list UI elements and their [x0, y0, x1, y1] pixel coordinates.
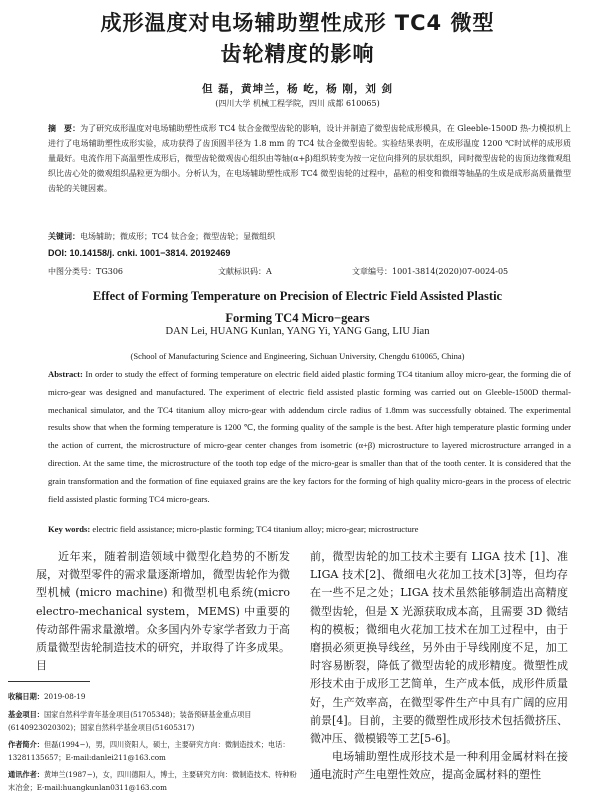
document-code: 文献标识码：A	[218, 267, 272, 276]
doi: DOI: 10.14158/j. cnki. 1001−3814. 20192469	[48, 248, 231, 258]
body-left-column	[36, 548, 290, 675]
article-number: 文章编号：1001-3814(2020)07-0024-05	[352, 267, 509, 276]
clc-number: 中图分类号：TG306	[48, 267, 123, 276]
chinese-title	[0, 8, 595, 70]
english-affiliation: (School of Manufacturing Science and Engineering, Sichuan University, Chengdu 610065, China)	[130, 351, 465, 361]
english-abstract-text: In order to study the effect of forming temperature on electric field aided plastic forming TC4 titanium alloy micro-gear, the forming die of micro-gear was designed and manufactured. The experiment of electric field assisted plastic forming was carried out on Gleeble-1500D thermal-mechanical simulator, and the TC4 titanium alloy micro-gear with addendum circle radius of 1.8mm was successfully obtained. The experimental results show that when the forming temperature is 1200 ℃, the forming quality of the sample is the best. After high temperature plastic forming under the action of current, the microstructure of micro-gear center changes from isometric (α+β) microstructure to layered microstructure arranged in a direction. At the same time, the microstructure of the tooth top edge of the micro-gear is smaller than that of the tooth center. It is considered that the grain transformation and the formation of fine equiaxed grains are the key factors for the forming of high quality micro-gears in the process of electric field assisted plastic forming TC4 micro-gears.	[48, 369, 571, 504]
footnote-corresponding	[8, 768, 298, 794]
fund-label: 基金项目：	[8, 710, 44, 719]
author-bio-text: 但磊(1994−)，男，四川资阳人，硕士，主要研究方向：微制造技术；电话：13281135657；E-mail:danlei211@163.com	[8, 740, 290, 762]
fund-text: 国家自然科学青年基金项目(51705348)；装备预研基金重点项目(6140923020302)；国家自然科学基金项目(51605317)	[8, 710, 252, 732]
chinese-abstract	[48, 121, 571, 196]
english-title	[0, 285, 595, 329]
chinese-affiliation: (四川大学 机械工程学院，四川 成都 610065)	[215, 99, 380, 108]
chinese-keywords-label: 关键词：	[48, 232, 80, 241]
chinese-title-line1: 成形温度对电场辅助塑性成形 TC4 微型	[100, 11, 495, 35]
footnote-received	[8, 690, 298, 703]
english-keywords	[48, 522, 571, 537]
english-title-line1: Effect of Forming Temperature on Precision of Electric Field Assisted Plastic	[92, 289, 503, 303]
chinese-keywords-text: 电场辅助；微成形；TC4 钛合金；微型齿轮；显微组织	[80, 232, 276, 241]
author-bio-label: 作者简介：	[8, 740, 44, 749]
chinese-title-line2: 齿轮精度的影响	[220, 42, 375, 66]
chinese-authors: 但 磊，黄坤兰，杨 屹，杨 刚，刘 剑	[201, 83, 394, 95]
body-right-column	[310, 548, 568, 785]
chinese-abstract-text: 为了研究成形温度对电场辅助塑性成形 TC4 钛合金微型齿轮的影响，设计并制造了微型齿轮成形模具，在 Gleeble-1500D 热-力模拟机上进行了电场辅助塑性成形实验，成功获得了齿顶圆半径为 1.8 mm 的 TC4 钛合金微型齿轮。实验结果表明，在成形温度 1200 ℃时试样的成形质量最好。电流作用下高温塑性成形后，微型齿轮微观齿心组织由等轴(α+β)组织转变为按一定位向排列的层状组织，同时微型齿轮的齿顶边缘微观组织比齿心处的微观组织晶粒更为细小。分析认为，在电场辅助塑性成形 TC4 微型齿轮的过程中，晶粒的相变和微细等轴晶的生成是成形高质量微型齿轮的关键因素。	[48, 124, 571, 193]
chinese-keywords	[48, 229, 571, 244]
body-paragraph: 前，微型齿轮的加工技术主要有 LIGA 技术 [1]、准 LIGA 技术[2]、微细电火花加工技术[3]等，但均存在一些不足之处；LIGA 技术虽然能够制造出高精度微型齿轮，但是 X 光源获取成本高，且需要 3D 微结构的模板；微细电火花加工技术在加工过程中，由于磨损必须更换导线丝，另外由于导线刚度不足，加工时容易断裂，降低了微型齿轮的成形精度。微塑性成形技术由于成形工艺简单，生产成本低，成形件质量好，生产效率高，在微型零件生产中具有广阔的应用前景[4]。目前，主要的微塑性成形技术包括微挤压、微冲压、微模锻等工艺[5-6]。	[310, 550, 568, 746]
body-paragraph: 近年来，随着制造领域中微型化趋势的不断发展，对微型零件的需求量逐渐增加，微型齿轮作为微型机械 (micro machine) 和微型机电系统(micro electro-mechanical system，MEMS) 中重要的传动部件需求量激增。众多国内外专家学者致力于高质量微型齿轮制造技术的研究，并取得了许多成果。目	[36, 550, 290, 673]
footnote-fund	[8, 708, 298, 734]
english-authors: DAN Lei, HUANG Kunlan, YANG Yi, YANG Gang, LIU Jian	[165, 326, 430, 337]
english-keywords-text: electric field assistance; micro-plastic forming; TC4 titanium alloy; micro-gear; microstructure	[90, 524, 419, 534]
chinese-abstract-label: 摘 要：	[48, 124, 81, 133]
footnote-author	[8, 738, 298, 764]
corresponding-label: 通讯作者：	[8, 770, 44, 779]
english-abstract-label: Abstract:	[48, 369, 83, 379]
english-abstract	[48, 366, 571, 508]
received-label: 收稿日期：	[8, 692, 44, 701]
english-title-line2: Forming TC4 Micro−gears	[225, 311, 370, 325]
body-paragraph: 电场辅助塑性成形技术是一种利用金属材料在接通电流时产生电塑性效应，提高金属材料的塑性	[310, 750, 568, 782]
footnote-divider	[8, 681, 90, 682]
english-keywords-label: Key words:	[48, 524, 91, 534]
corresponding-text: 黄坤兰(1987−)，女，四川德阳人，博士，主要研究方向：微制造技术、特种粉末冶金；E-mail:huangkunlan0311@163.com	[8, 770, 297, 792]
received-date: 2019-08-19	[43, 692, 86, 701]
